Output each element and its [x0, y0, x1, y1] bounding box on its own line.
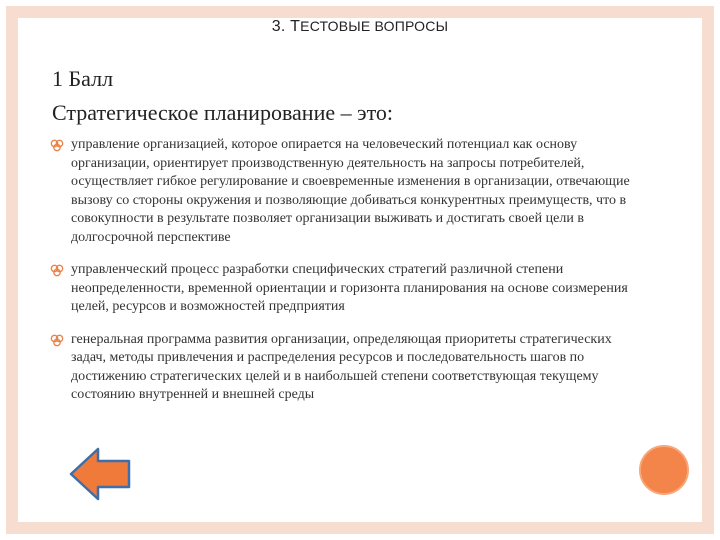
arrow-left-icon	[71, 449, 129, 499]
question-text: Стратегическое планирование – это:	[52, 100, 393, 125]
answer-options	[50, 136, 630, 405]
answer-option-text: управленческий процесс разработки специфических стратегий различной степени неопределенности, временной ориентации и горизонта планирования на основе соизмерения целей, ресурсов и возможностей предприятия	[71, 262, 628, 314]
answer-option-2[interactable]	[50, 261, 630, 317]
slide-title: 3. ТЕСТОВЫЕ ВОПРОСЫ	[271, 18, 449, 35]
answer-option-text: управление организацией, которое опирается на человеческий потенциал как основу организации, ориентирует производственную деятельность на запросы потребителей, осуществляет гибкое регулирование и своевременные изменения в организации, отвечающие вызову со стороны окружения и позволяющие добиваться конкурентных преимуществ, что в совокупности в результате позволяет организации выживать и достигать своей цели в долгосрочной перспективе	[71, 137, 630, 245]
answer-option-3[interactable]	[50, 331, 630, 405]
circle-icon	[640, 446, 688, 494]
bullet-icon	[50, 333, 64, 347]
bullet-icon	[50, 263, 64, 277]
prev-slide-button[interactable]	[68, 446, 132, 502]
question-score: 1 Балл	[52, 66, 114, 91]
answer-option-1[interactable]	[50, 136, 630, 247]
answer-option-text: генеральная программа развития организации, определяющая приоритеты стратегических задач, методы привлечения и распределения ресурсов и последовательность шагов по достижению стратегических целей и в наибольшей степени соответствующая текущему состоянию внутренней и внешней среды	[71, 331, 612, 402]
next-slide-button[interactable]	[638, 444, 690, 496]
bullet-icon	[50, 138, 64, 152]
